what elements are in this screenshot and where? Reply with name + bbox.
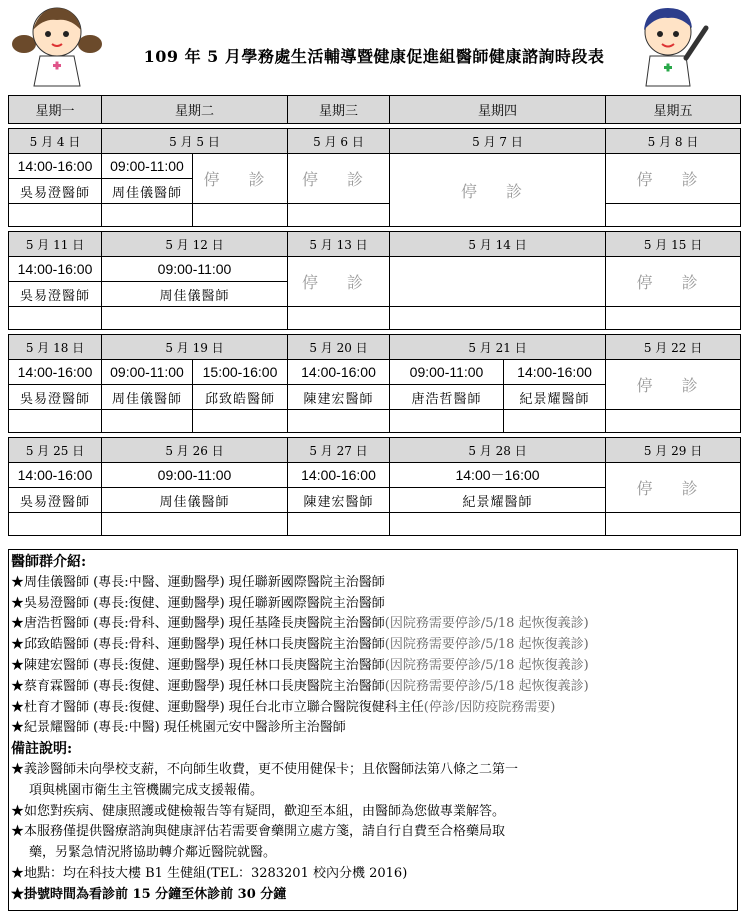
notes-section bbox=[8, 549, 738, 911]
time-slot: 09:00-11:00 bbox=[102, 463, 288, 488]
date-row bbox=[9, 335, 741, 360]
date-cell: 5 月 28 日 bbox=[390, 438, 606, 463]
remark-line: ★本服務僅提供醫療諮詢與健康評估若需要會藥開立處方箋，請自行自費至合格藥局取 bbox=[11, 824, 506, 840]
doctor-name: 唐浩哲醫師 bbox=[390, 385, 504, 410]
weekday-header: 星期一 bbox=[9, 96, 102, 124]
remark-line: 項與桃園市衛生主管機關完成支援報備。 bbox=[29, 782, 264, 798]
date-cell: 5 月 25 日 bbox=[9, 438, 102, 463]
weekday-header: 星期三 bbox=[288, 96, 390, 124]
doctor-name: 吳易澄醫師 bbox=[9, 385, 102, 410]
time-slot: 14:00-16:00 bbox=[9, 257, 102, 282]
doctor-intro-line: ★杜育才醫師 (專長:復健、運動醫學) 現任台北市立聯合醫院復健科主任(停診/因防疫院務需要) bbox=[11, 699, 556, 715]
date-cell: 5 月 4 日 bbox=[9, 129, 102, 154]
doctor-name: 陳建宏醫師 bbox=[288, 385, 390, 410]
remark-line: ★義診醫師未向學校支薪，不向師生收費，更不使用健保卡；且依醫師法第八條之二第一 bbox=[11, 761, 519, 777]
time-slot: 09:00-11:00 bbox=[390, 360, 504, 385]
time-slot: 14:00-16:00 bbox=[504, 360, 606, 385]
date-row bbox=[9, 438, 741, 463]
remark-line: ★如您對疾病、健康照護或健檢報告等有疑問，歡迎至本組，由醫師為您做專業解答。 bbox=[11, 803, 506, 819]
doctor-name: 周佳儀醫師 bbox=[102, 179, 193, 204]
doctor-intro-line: ★周佳儀醫師 (專長:中醫、運動醫學) 現任聯新國際醫院主治醫師 bbox=[11, 574, 385, 590]
date-cell: 5 月 26 日 bbox=[102, 438, 288, 463]
time-slot: 09:00-11:00 bbox=[102, 257, 288, 282]
doctor-intro-line: ★蔡育霖醫師 (專長:復健、運動醫學) 現任林口長庚醫院主治醫師(因院務需要停診/5/18 起恢復義診) bbox=[11, 678, 589, 694]
date-cell: 5 月 6 日 bbox=[288, 129, 390, 154]
remark-line: 藥，另緊急情況將協助轉介鄰近醫院就醫。 bbox=[29, 845, 277, 861]
doctor-intro-line: ★陳建宏醫師 (專長:復健、運動醫學) 現任林口長庚醫院主治醫師(因院務需要停診/5/18 起恢復義診) bbox=[11, 657, 589, 673]
weekday-header: 星期四 bbox=[390, 96, 606, 124]
closed-label: 停 診 bbox=[390, 154, 606, 227]
doctor-name: 周佳儀醫師 bbox=[102, 282, 288, 307]
date-cell: 5 月 21 日 bbox=[390, 335, 606, 360]
doctor-name: 周佳儀醫師 bbox=[102, 488, 288, 513]
time-slot: 14:00－16:00 bbox=[390, 463, 606, 488]
doctor-name: 紀景耀醫師 bbox=[504, 385, 606, 410]
doctor-name: 邱致皓醫師 bbox=[193, 385, 288, 410]
registration-time-note: ★掛號時間為看診前 15 分鐘至休診前 30 分鐘 bbox=[11, 886, 287, 902]
doctor-name: 陳建宏醫師 bbox=[288, 488, 390, 513]
date-cell: 5 月 20 日 bbox=[288, 335, 390, 360]
date-cell: 5 月 19 日 bbox=[102, 335, 288, 360]
time-slot: 14:00-16:00 bbox=[288, 463, 390, 488]
time-slot: 09:00-11:00 bbox=[102, 154, 193, 179]
time-slot: 14:00-16:00 bbox=[9, 463, 102, 488]
weekday-header-row bbox=[9, 96, 741, 124]
doctor-intro-line: ★紀景耀醫師 (專長:中醫) 現任桃園元安中醫診所主治醫師 bbox=[11, 720, 346, 736]
closed-label: 停 診 bbox=[288, 154, 390, 204]
date-cell: 5 月 12 日 bbox=[102, 232, 288, 257]
date-cell: 5 月 22 日 bbox=[606, 335, 741, 360]
date-row bbox=[9, 232, 741, 257]
remark-line: ★地點：均在科技大樓 B1 生健組(TEL：3283201 校內分機 2016) bbox=[11, 865, 408, 881]
date-cell: 5 月 14 日 bbox=[390, 232, 606, 257]
date-cell: 5 月 15 日 bbox=[606, 232, 741, 257]
doctor-name: 周佳儀醫師 bbox=[102, 385, 193, 410]
date-cell: 5 月 29 日 bbox=[606, 438, 741, 463]
date-cell: 5 月 13 日 bbox=[288, 232, 390, 257]
date-cell: 5 月 7 日 bbox=[390, 129, 606, 154]
date-cell: 5 月 5 日 bbox=[102, 129, 288, 154]
closed-label: 停 診 bbox=[606, 463, 741, 513]
doctor-name: 吳易澄醫師 bbox=[9, 179, 102, 204]
doctor-name: 吳易澄醫師 bbox=[9, 488, 102, 513]
closed-label: 停 診 bbox=[288, 257, 390, 307]
closed-label: 停 診 bbox=[606, 257, 741, 307]
doctor-name: 吳易澄醫師 bbox=[9, 282, 102, 307]
time-slot: 14:00-16:00 bbox=[9, 154, 102, 179]
date-cell: 5 月 8 日 bbox=[606, 129, 741, 154]
time-slot: 09:00-11:00 bbox=[102, 360, 193, 385]
closed-label: 停 診 bbox=[193, 154, 288, 204]
time-slot: 15:00-16:00 bbox=[193, 360, 288, 385]
date-cell: 5 月 11 日 bbox=[9, 232, 102, 257]
date-cell: 5 月 27 日 bbox=[288, 438, 390, 463]
intro-heading: 醫師群介紹: bbox=[11, 554, 87, 570]
doctor-intro-line: ★吳易澄醫師 (專長:復健、運動醫學) 現任聯新國際醫院主治醫師 bbox=[11, 595, 385, 611]
schedule-table bbox=[8, 95, 741, 536]
doctor-name: 紀景耀醫師 bbox=[390, 488, 606, 513]
time-slot: 14:00-16:00 bbox=[9, 360, 102, 385]
remark-heading: 備註說明: bbox=[11, 741, 73, 758]
doctor-intro-line: ★唐浩哲醫師 (專長:骨科、運動醫學) 現任基隆長庚醫院主治醫師(因院務需要停診/5/18 起恢復義診) bbox=[11, 616, 589, 632]
time-slot: 14:00-16:00 bbox=[288, 360, 390, 385]
date-row bbox=[9, 129, 741, 154]
closed-label: 停 診 bbox=[606, 360, 741, 410]
weekday-header: 星期五 bbox=[606, 96, 741, 124]
date-cell: 5 月 18 日 bbox=[9, 335, 102, 360]
doctor-intro-line: ★邱致皓醫師 (專長:骨科、運動醫學) 現任林口長庚醫院主治醫師(因院務需要停診/5/18 起恢復義診) bbox=[11, 637, 589, 653]
page-title: 109 年 5 月學務處生活輔導暨健康促進組醫師健康諮詢時段表 bbox=[143, 47, 605, 66]
closed-label: 停 診 bbox=[606, 154, 741, 204]
weekday-header: 星期二 bbox=[102, 96, 288, 124]
